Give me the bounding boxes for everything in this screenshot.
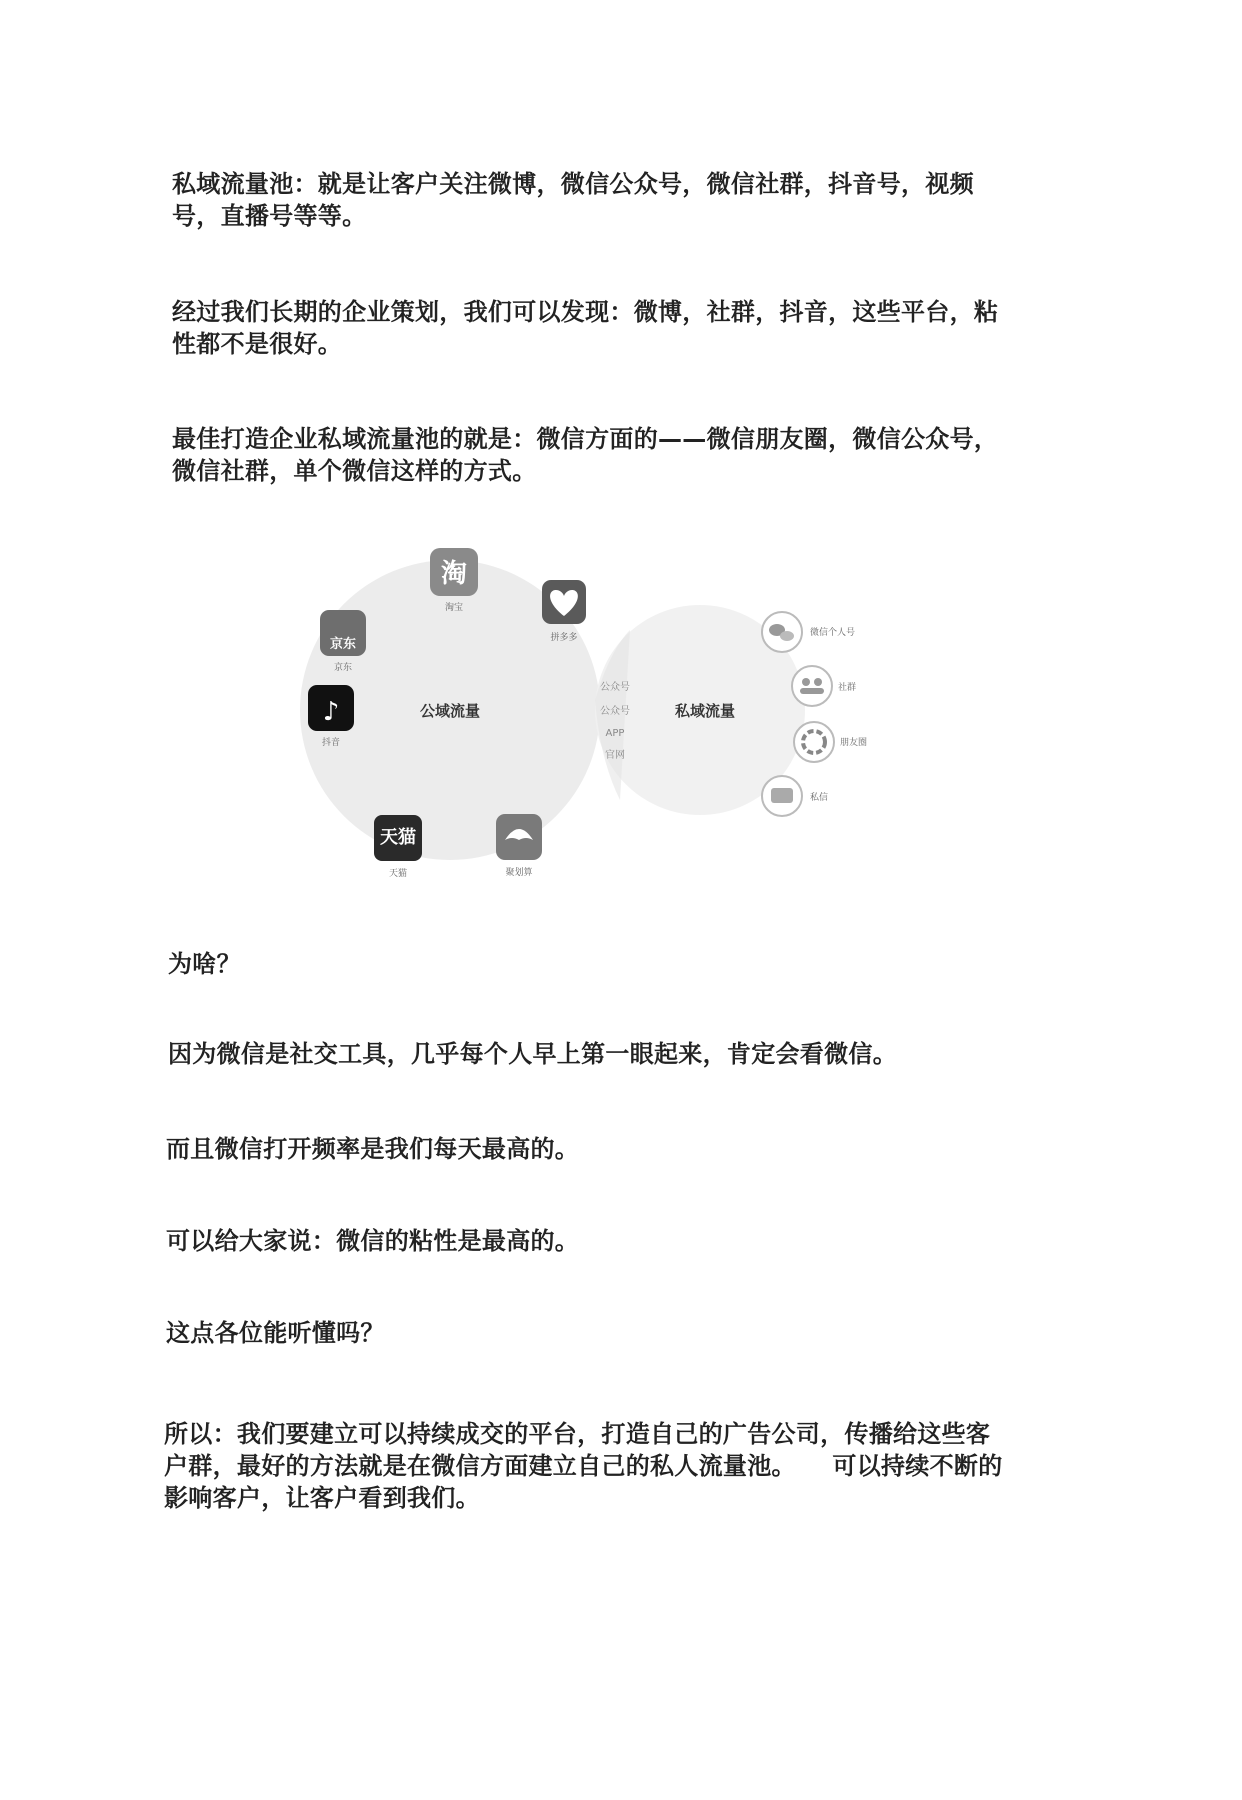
svg-text:抖音: 抖音: [321, 738, 341, 748]
paragraph-best-method: 最佳打造企业私域流量池的就是：微信方面的——微信朋友圈，微信公众号，微信社群，单个微信这样的方式。: [172, 425, 999, 485]
svg-text:淘宝: 淘宝: [444, 603, 464, 613]
group-icon: [792, 666, 832, 706]
paragraph-platform-stickiness: 经过我们长期的企业策划，我们可以发现：微博，社群，抖音，这些平台，粘性都不是很好。: [172, 298, 999, 358]
moments-icon: [794, 722, 834, 762]
traffic-pool-diagram: [290, 540, 910, 890]
svg-text:天猫: 天猫: [388, 869, 408, 879]
overlap-item: 公众号: [600, 682, 630, 693]
svg-text:天猫: 天猫: [380, 827, 416, 848]
svg-text:私信: 私信: [810, 793, 829, 803]
svg-text:聚划算: 聚划算: [505, 868, 533, 878]
app-tmall: [374, 815, 422, 879]
private-app-message: [762, 776, 828, 816]
paragraph-question-why: 为啥？: [168, 950, 241, 978]
overlap-item: 官网: [605, 750, 625, 761]
overlap-item: APP: [605, 728, 625, 739]
public-traffic-label: 公域流量: [419, 702, 481, 720]
paragraph-wechat-social-tool: 因为微信是社交工具，几乎每个人早上第一眼起来，肯定会看微信。: [168, 1040, 897, 1068]
private-app-moments: [794, 722, 867, 762]
overlap-item: 公众号: [600, 706, 630, 717]
paragraph-definition: 私域流量池：就是让客户关注微博，微信公众号，微信社群，抖音号，视频号，直播号等等。: [172, 170, 974, 230]
svg-text:京东: 京东: [329, 637, 357, 652]
svg-text:朋友圈: 朋友圈: [840, 738, 868, 748]
private-app-community: [792, 666, 856, 706]
private-app-wechat-personal: [762, 612, 855, 652]
paragraph-stickiness: 可以给大家说：微信的粘性是最高的。: [166, 1227, 580, 1255]
paragraph-open-frequency: 而且微信打开频率是我们每天最高的。: [166, 1135, 580, 1163]
svg-text:拼多多: 拼多多: [550, 633, 578, 643]
paragraph-understand-question: 这点各位能听懂吗？: [166, 1319, 385, 1347]
paragraph-conclusion: 所以：我们要建立可以持续成交的平台，打造自己的广告公司，传播给这些客户群，最好的方法就是在微信方面建立自己的私人流量池。 可以持续不断的影响客户，让客户看到我们。: [164, 1420, 1003, 1512]
svg-text:淘: 淘: [440, 559, 468, 589]
svg-text:社群: 社群: [838, 683, 857, 693]
private-traffic-label: 私域流量: [674, 702, 736, 720]
svg-text:♪: ♪: [322, 697, 340, 727]
app-juhuasuan: [496, 814, 542, 878]
svg-text:微信个人号: 微信个人号: [810, 628, 856, 638]
svg-text:京东: 京东: [333, 663, 353, 673]
